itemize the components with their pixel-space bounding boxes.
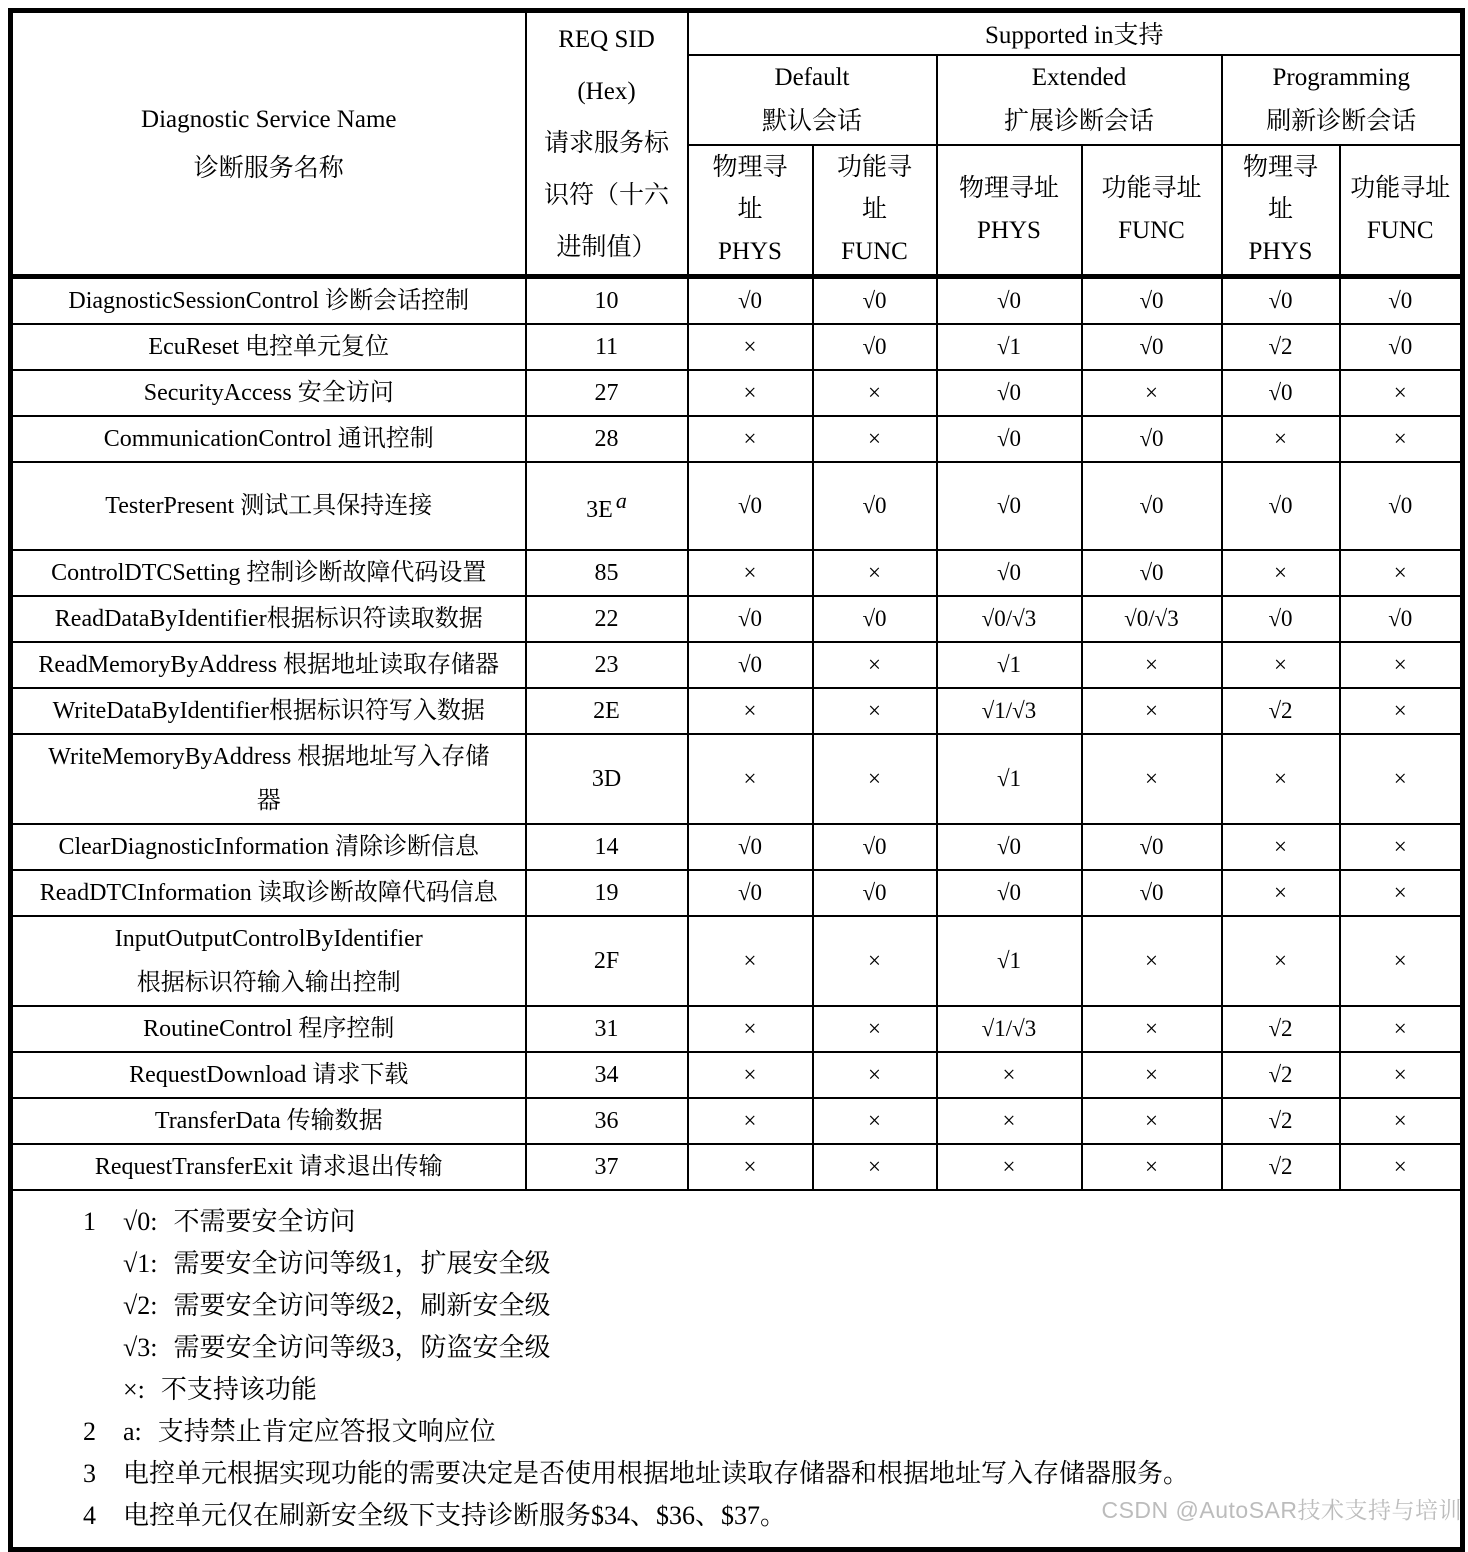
support-value-cell: × xyxy=(688,734,813,824)
support-value-cell: × xyxy=(1222,550,1340,596)
support-value-cell: √0 xyxy=(688,462,813,550)
table-row xyxy=(11,462,1463,550)
header-addressing-line: 物理寻址 xyxy=(958,174,1059,202)
service-name-cell xyxy=(11,734,526,824)
support-value-cell: × xyxy=(1340,1052,1463,1098)
support-value-cell: √0 xyxy=(1082,550,1222,596)
table-row xyxy=(11,824,1463,870)
header-addressing-line: PHYS xyxy=(977,216,1041,244)
footnote-line xyxy=(83,1243,1446,1285)
footnote-line xyxy=(83,1201,1446,1243)
support-value-cell: √1 xyxy=(937,324,1082,370)
table-row xyxy=(11,688,1463,734)
header-addressing-cell xyxy=(688,145,813,277)
support-value-cell: √0 xyxy=(1222,462,1340,550)
support-value-cell: × xyxy=(813,550,937,596)
header-supported-in: Supported in支持 xyxy=(688,11,1463,55)
support-value-cell: × xyxy=(1340,416,1463,462)
footnote-text: 电控单元根据实现功能的需要决定是否使用根据地址读取存储器和根据地址写入存储器服务。 xyxy=(123,1459,1190,1488)
support-value-cell: √0 xyxy=(937,370,1082,416)
table-row xyxy=(11,642,1463,688)
footnote-text: 支持禁止肯定应答报文响应位 xyxy=(157,1417,496,1446)
table-row xyxy=(11,734,1463,824)
footnote-text: 需要安全访问等级1，扩展安全级 xyxy=(173,1249,551,1278)
table-row xyxy=(11,870,1463,916)
table-row xyxy=(11,1052,1463,1098)
support-value-cell: × xyxy=(1222,734,1340,824)
service-name-line: RequestTransferExit 请求退出传输 xyxy=(94,1154,443,1180)
service-name-line: SecurityAccess 安全访问 xyxy=(143,380,394,406)
service-name-line: 器 xyxy=(256,788,281,814)
footnote-text: 需要安全访问等级3，防盗安全级 xyxy=(173,1333,551,1362)
support-value-cell: √0 xyxy=(688,596,813,642)
footnote-number: 3 xyxy=(83,1459,96,1488)
service-name-line: ControlDTCSetting 控制诊断故障代码设置 xyxy=(51,560,487,586)
service-name-line: ClearDiagnosticInformation 清除诊断信息 xyxy=(58,834,480,860)
header-addressing-line: 址 xyxy=(861,195,887,223)
service-name-line: WriteDataByIdentifier根据标识符写入数据 xyxy=(52,698,485,724)
service-name-line: 根据标识符输入输出控制 xyxy=(136,970,401,996)
header-addressing-line: PHYS xyxy=(718,237,782,265)
header-addressing-line: 址 xyxy=(737,195,763,223)
footnote-symbol: ×: xyxy=(123,1375,145,1404)
support-value-cell: × xyxy=(813,416,937,462)
service-name-cell xyxy=(11,550,526,596)
footnote-text: 不支持该功能 xyxy=(160,1375,317,1404)
session-label-zh: 扩展诊断会话 xyxy=(1003,107,1154,135)
support-value-cell: × xyxy=(688,1052,813,1098)
support-value-cell: × xyxy=(688,550,813,596)
support-value-cell: × xyxy=(813,1052,937,1098)
header-service-name xyxy=(11,11,526,277)
support-value-cell: √0 xyxy=(1222,277,1340,325)
support-value-cell: √0 xyxy=(1340,462,1463,550)
support-value-cell: × xyxy=(1082,642,1222,688)
footnote-line xyxy=(83,1327,1446,1369)
footnote-number xyxy=(83,1285,123,1327)
support-value-cell: × xyxy=(813,734,937,824)
footnote-text: 不需要安全访问 xyxy=(173,1207,356,1236)
service-name-cell xyxy=(11,370,526,416)
service-name-line: InputOutputControlByIdentifier xyxy=(114,926,423,952)
diagnostic-services-table xyxy=(8,8,1465,1552)
req-sid-cell: 37 xyxy=(526,1144,688,1190)
footnote-number: 2 xyxy=(83,1417,96,1446)
footnote-number xyxy=(83,1369,123,1411)
support-value-cell: × xyxy=(1340,1006,1463,1052)
header-addressing-line: PHYS xyxy=(1248,237,1313,265)
support-value-cell: √0 xyxy=(1340,596,1463,642)
service-name-cell xyxy=(11,416,526,462)
table-row xyxy=(11,596,1463,642)
support-value-cell: √2 xyxy=(1222,1144,1340,1190)
footnote-text: 需要安全访问等级2，刷新安全级 xyxy=(173,1291,551,1320)
support-value-cell: × xyxy=(1082,1052,1222,1098)
support-value-cell: × xyxy=(1340,916,1463,1006)
support-value-cell: √0 xyxy=(1082,277,1222,325)
header-addressing-cell xyxy=(813,145,937,277)
support-value-cell: × xyxy=(1340,1098,1463,1144)
support-value-cell: × xyxy=(1340,550,1463,596)
support-value-cell: × xyxy=(937,1098,1082,1144)
support-value-cell: √1/√3 xyxy=(937,688,1082,734)
table-row xyxy=(11,916,1463,1006)
footnote-line xyxy=(83,1369,1446,1411)
header-session-default xyxy=(688,55,937,145)
support-value-cell: × xyxy=(1340,870,1463,916)
footnote-symbol: √1: xyxy=(123,1249,158,1278)
support-value-cell: × xyxy=(1340,1144,1463,1190)
support-value-cell: √1 xyxy=(937,642,1082,688)
req-sid-cell: 10 xyxy=(526,277,688,325)
table-row xyxy=(11,550,1463,596)
header-addressing-cell xyxy=(1222,145,1340,277)
table-row xyxy=(11,277,1463,325)
header-addressing-line: FUNC xyxy=(1118,216,1185,244)
header-addressing-line: 址 xyxy=(1267,195,1293,223)
footnote-symbol: a: xyxy=(123,1417,142,1446)
header-req-sid-line: 进制值） xyxy=(556,233,657,261)
service-name-line: RoutineControl 程序控制 xyxy=(143,1016,395,1042)
service-name-line: TransferData 传输数据 xyxy=(154,1108,383,1134)
support-value-cell: √0 xyxy=(1082,824,1222,870)
support-value-cell: √2 xyxy=(1222,324,1340,370)
support-value-cell: × xyxy=(1082,370,1222,416)
support-value-cell: × xyxy=(688,688,813,734)
support-value-cell: × xyxy=(1222,416,1340,462)
session-label-en: Extended xyxy=(1031,63,1127,91)
support-value-cell: √1/√3 xyxy=(937,1006,1082,1052)
service-name-cell xyxy=(11,596,526,642)
service-name-line: ReadMemoryByAddress 根据地址读取存储器 xyxy=(38,652,500,678)
req-sid-cell: 85 xyxy=(526,550,688,596)
support-value-cell: × xyxy=(688,916,813,1006)
service-name-line: TesterPresent 测试工具保持连接 xyxy=(105,493,433,519)
support-value-cell: × xyxy=(1082,1098,1222,1144)
support-value-cell: √1 xyxy=(937,734,1082,824)
support-value-cell: × xyxy=(688,1006,813,1052)
header-addressing-line: 功能寻 xyxy=(836,153,912,181)
support-value-cell: √2 xyxy=(1222,1006,1340,1052)
header-addressing-cell xyxy=(1082,145,1222,277)
header-addressing-line: FUNC xyxy=(841,237,908,265)
header-session-programming xyxy=(1222,55,1463,145)
csdn-watermark: CSDN @AutoSAR技术支持与培训 xyxy=(1101,1497,1462,1523)
service-name-line: ReadDataByIdentifier根据标识符读取数据 xyxy=(54,606,483,632)
req-sid-cell: 34 xyxy=(526,1052,688,1098)
support-value-cell: × xyxy=(1222,916,1340,1006)
service-name-line: EcuReset 电控单元复位 xyxy=(148,334,390,360)
service-name-cell xyxy=(11,1052,526,1098)
footnote-number xyxy=(83,1327,123,1369)
support-value-cell: × xyxy=(1340,824,1463,870)
req-sid-cell: 27 xyxy=(526,370,688,416)
support-value-cell: × xyxy=(1082,1006,1222,1052)
req-sid-cell: 36 xyxy=(526,1098,688,1144)
support-value-cell: × xyxy=(688,1144,813,1190)
req-sid-cell: 28 xyxy=(526,416,688,462)
footnote-text: 电控单元仅在刷新安全级下支持诊断服务$34、$36、$37。 xyxy=(123,1501,787,1530)
service-name-cell xyxy=(11,277,526,325)
service-name-cell xyxy=(11,462,526,550)
service-name-line: ReadDTCInformation 读取诊断故障代码信息 xyxy=(39,880,498,906)
session-label-zh: 默认会话 xyxy=(761,107,862,135)
support-value-cell: × xyxy=(1082,1144,1222,1190)
req-sid-cell: 2E xyxy=(526,688,688,734)
support-value-cell: √0 xyxy=(1340,277,1463,325)
sid-footnote-superscript: a xyxy=(615,488,627,513)
support-value-cell: √0 xyxy=(1340,324,1463,370)
support-value-cell: √0 xyxy=(937,824,1082,870)
support-value-cell: × xyxy=(813,916,937,1006)
support-value-cell: × xyxy=(1340,642,1463,688)
service-name-line: DiagnosticSessionControl 诊断会话控制 xyxy=(68,288,470,314)
support-value-cell: × xyxy=(688,416,813,462)
support-value-cell: × xyxy=(1082,734,1222,824)
req-sid-cell: 3D xyxy=(526,734,688,824)
service-name-line: WriteMemoryByAddress 根据地址写入存储 xyxy=(48,744,490,770)
support-value-cell: √0 xyxy=(1082,870,1222,916)
header-addressing-line: 物理寻 xyxy=(1242,153,1318,181)
header-req-sid-line: 请求服务标 xyxy=(543,129,669,157)
service-name-cell xyxy=(11,642,526,688)
table-row xyxy=(11,370,1463,416)
session-label-en: Default xyxy=(774,63,850,91)
service-name-cell xyxy=(11,1144,526,1190)
header-req-sid-line: REQ SID xyxy=(558,25,655,53)
support-value-cell: √0 xyxy=(813,870,937,916)
service-name-cell xyxy=(11,1006,526,1052)
support-value-cell: × xyxy=(1222,642,1340,688)
header-service-name-en: Diagnostic Service Name xyxy=(141,105,397,133)
service-name-line: RequestDownload 请求下载 xyxy=(129,1062,409,1088)
support-value-cell: √0 xyxy=(688,277,813,325)
support-value-cell: × xyxy=(688,1098,813,1144)
header-service-name-zh: 诊断服务名称 xyxy=(193,154,344,182)
support-value-cell: √0 xyxy=(813,277,937,325)
support-value-cell: × xyxy=(1222,870,1340,916)
support-value-cell: √2 xyxy=(1222,1098,1340,1144)
req-sid-cell: 23 xyxy=(526,642,688,688)
service-name-line: CommunicationControl 通讯控制 xyxy=(103,426,434,452)
support-value-cell: √0 xyxy=(813,462,937,550)
support-value-cell: √1 xyxy=(937,916,1082,1006)
support-value-cell: √0 xyxy=(688,870,813,916)
req-sid-cell: 31 xyxy=(526,1006,688,1052)
service-name-cell xyxy=(11,824,526,870)
support-value-cell: × xyxy=(937,1052,1082,1098)
support-value-cell: √0/√3 xyxy=(937,596,1082,642)
table-row xyxy=(11,416,1463,462)
support-value-cell: √0 xyxy=(688,642,813,688)
support-value-cell: × xyxy=(1340,734,1463,824)
table-row xyxy=(11,324,1463,370)
footnote-line xyxy=(83,1285,1446,1327)
support-value-cell: × xyxy=(813,688,937,734)
support-value-cell: × xyxy=(813,642,937,688)
support-value-cell: √0 xyxy=(937,462,1082,550)
support-value-cell: × xyxy=(813,1006,937,1052)
support-value-cell: √2 xyxy=(1222,688,1340,734)
service-name-cell xyxy=(11,324,526,370)
req-sid-cell: 14 xyxy=(526,824,688,870)
support-value-cell: × xyxy=(1222,824,1340,870)
header-addressing-cell xyxy=(937,145,1082,277)
support-value-cell: × xyxy=(1082,916,1222,1006)
support-value-cell: √0 xyxy=(813,824,937,870)
table-row xyxy=(11,1098,1463,1144)
session-label-zh: 刷新诊断会话 xyxy=(1266,107,1417,135)
header-addressing-line: FUNC xyxy=(1366,216,1434,244)
footnote-line xyxy=(83,1411,1446,1453)
service-name-cell xyxy=(11,870,526,916)
header-addressing-line: 功能寻址 xyxy=(1350,174,1451,202)
req-sid-cell: 2F xyxy=(526,916,688,1006)
footnote-symbol: √2: xyxy=(123,1291,158,1320)
req-sid-cell: 19 xyxy=(526,870,688,916)
service-name-cell xyxy=(11,916,526,1006)
header-req-sid-line: 识符（十六 xyxy=(543,181,669,209)
service-name-cell xyxy=(11,688,526,734)
footnote-symbol: √0: xyxy=(123,1207,158,1236)
support-value-cell: × xyxy=(688,324,813,370)
header-addressing-line: 功能寻址 xyxy=(1101,174,1202,202)
support-value-cell: √0 xyxy=(937,550,1082,596)
footnote-number: 1 xyxy=(83,1207,96,1236)
header-addressing-line: 物理寻 xyxy=(712,153,788,181)
support-value-cell: √0 xyxy=(688,824,813,870)
support-value-cell: × xyxy=(1082,688,1222,734)
footnote-symbol: √3: xyxy=(123,1333,158,1362)
support-value-cell: √0 xyxy=(813,596,937,642)
service-name-cell xyxy=(11,1098,526,1144)
support-value-cell: × xyxy=(688,370,813,416)
header-addressing-cell xyxy=(1340,145,1463,277)
support-value-cell: √0 xyxy=(937,416,1082,462)
footnote-line xyxy=(83,1453,1446,1495)
req-sid-cell: 3E a xyxy=(526,462,688,550)
support-value-cell: √0 xyxy=(1082,324,1222,370)
req-sid-cell: 22 xyxy=(526,596,688,642)
support-value-cell: √0 xyxy=(1222,370,1340,416)
support-value-cell: × xyxy=(813,370,937,416)
support-value-cell: × xyxy=(1340,688,1463,734)
support-value-cell: √0/√3 xyxy=(1082,596,1222,642)
support-value-cell: √0 xyxy=(937,277,1082,325)
support-value-cell: √0 xyxy=(1082,462,1222,550)
support-value-cell: √0 xyxy=(813,324,937,370)
session-label-en: Programming xyxy=(1272,63,1410,91)
header-session-extended xyxy=(937,55,1222,145)
header-req-sid-line: (Hex) xyxy=(577,77,636,105)
support-value-cell: √0 xyxy=(1082,416,1222,462)
support-value-cell: √2 xyxy=(1222,1052,1340,1098)
table-row xyxy=(11,1006,1463,1052)
support-value-cell: × xyxy=(813,1144,937,1190)
support-value-cell: √0 xyxy=(1222,596,1340,642)
support-value-cell: √0 xyxy=(937,870,1082,916)
support-value-cell: × xyxy=(937,1144,1082,1190)
footnote-number xyxy=(83,1243,123,1285)
footnote-number: 4 xyxy=(83,1501,96,1530)
support-value-cell: × xyxy=(813,1098,937,1144)
table-row xyxy=(11,1144,1463,1190)
support-value-cell: × xyxy=(1340,370,1463,416)
req-sid-cell: 11 xyxy=(526,324,688,370)
header-req-sid xyxy=(526,11,688,277)
